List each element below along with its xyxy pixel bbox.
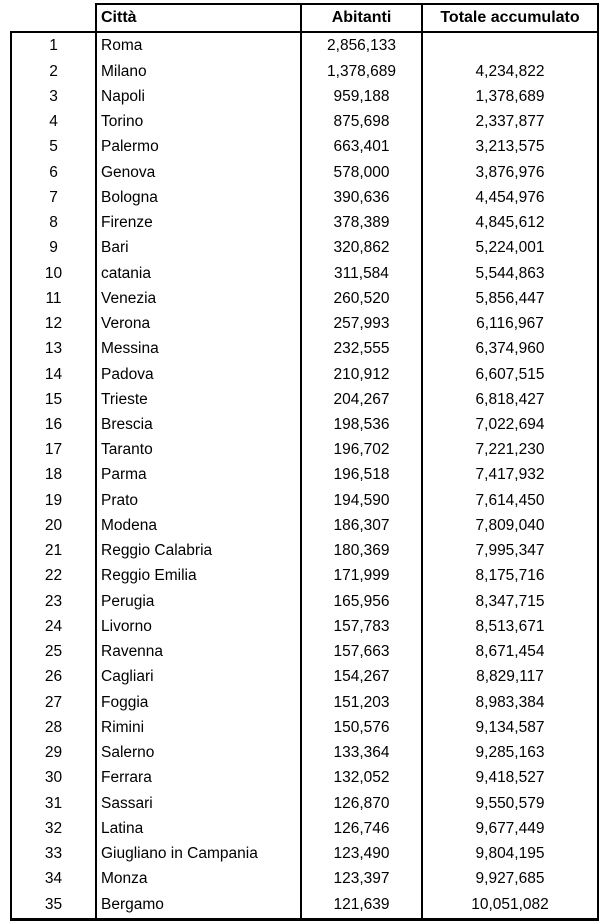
table-row [11, 639, 598, 664]
abitanti-cell: 186,307 [301, 513, 422, 538]
abitanti-cell: 196,518 [301, 463, 422, 488]
city-cell: Cagliari [96, 664, 301, 689]
abitanti-cell: 133,364 [301, 740, 422, 765]
abitanti-cell: 578,000 [301, 160, 422, 185]
totale-cell: 7,809,040 [422, 513, 598, 538]
abitanti-cell: 260,520 [301, 286, 422, 311]
city-cell: Reggio Emilia [96, 564, 301, 589]
totale-cell: 6,818,427 [422, 387, 598, 412]
abitanti-cell: 151,203 [301, 690, 422, 715]
header-row [11, 4, 598, 32]
totale-cell: 2,337,877 [422, 109, 598, 134]
city-cell: Napoli [96, 84, 301, 109]
totale-cell: 8,671,454 [422, 639, 598, 664]
city-cell: Rimini [96, 715, 301, 740]
abitanti-cell: 2,856,133 [301, 32, 422, 59]
table-row [11, 32, 598, 59]
table-row [11, 538, 598, 563]
rank-cell: 29 [11, 740, 96, 765]
abitanti-cell: 194,590 [301, 488, 422, 513]
abitanti-cell: 126,870 [301, 791, 422, 816]
city-cell: Sassari [96, 791, 301, 816]
rank-cell: 24 [11, 614, 96, 639]
abitanti-cell: 132,052 [301, 765, 422, 790]
city-cell: Monza [96, 866, 301, 891]
rank-cell: 9 [11, 236, 96, 261]
city-population-table [10, 3, 599, 921]
totale-cell: 8,513,671 [422, 614, 598, 639]
totale-cell [422, 32, 598, 59]
table-row [11, 336, 598, 361]
rank-cell: 11 [11, 286, 96, 311]
totale-cell: 3,213,575 [422, 135, 598, 160]
table-row [11, 463, 598, 488]
rank-cell: 21 [11, 538, 96, 563]
rank-cell: 18 [11, 463, 96, 488]
city-cell: Padova [96, 362, 301, 387]
totale-cell: 7,221,230 [422, 437, 598, 462]
totale-cell: 6,374,960 [422, 336, 598, 361]
abitanti-cell: 378,389 [301, 210, 422, 235]
table-row [11, 362, 598, 387]
rank-cell: 6 [11, 160, 96, 185]
totale-cell: 8,347,715 [422, 589, 598, 614]
rank-cell: 7 [11, 185, 96, 210]
table-row [11, 791, 598, 816]
city-cell: Verona [96, 311, 301, 336]
abitanti-cell: 196,702 [301, 437, 422, 462]
column-header-abitanti: Abitanti [301, 4, 422, 32]
city-cell: Milano [96, 59, 301, 84]
abitanti-cell: 959,188 [301, 84, 422, 109]
totale-cell: 9,285,163 [422, 740, 598, 765]
table-row [11, 135, 598, 160]
table-row [11, 892, 598, 920]
rank-cell: 13 [11, 336, 96, 361]
city-cell: Livorno [96, 614, 301, 639]
rank-cell: 31 [11, 791, 96, 816]
city-cell: Reggio Calabria [96, 538, 301, 563]
column-header-citta: Città [96, 4, 301, 32]
city-cell: Salerno [96, 740, 301, 765]
table-row [11, 412, 598, 437]
totale-cell: 9,927,685 [422, 866, 598, 891]
totale-cell: 9,134,587 [422, 715, 598, 740]
abitanti-cell: 121,639 [301, 892, 422, 920]
abitanti-cell: 126,746 [301, 816, 422, 841]
table-row [11, 816, 598, 841]
city-cell: Brescia [96, 412, 301, 437]
corner-cell [11, 4, 96, 32]
rank-cell: 32 [11, 816, 96, 841]
rank-cell: 4 [11, 109, 96, 134]
city-cell: Ravenna [96, 639, 301, 664]
table-row [11, 236, 598, 261]
table-row [11, 564, 598, 589]
rank-cell: 19 [11, 488, 96, 513]
city-cell: Messina [96, 336, 301, 361]
rank-cell: 17 [11, 437, 96, 462]
abitanti-cell: 875,698 [301, 109, 422, 134]
table-row [11, 715, 598, 740]
totale-cell: 7,417,932 [422, 463, 598, 488]
totale-cell: 10,051,082 [422, 892, 598, 920]
table-row [11, 160, 598, 185]
column-header-totale-accumulato: Totale accumulato [422, 4, 598, 32]
city-cell: Latina [96, 816, 301, 841]
totale-cell: 9,418,527 [422, 765, 598, 790]
table-row [11, 387, 598, 412]
table-row [11, 740, 598, 765]
totale-cell: 6,607,515 [422, 362, 598, 387]
rank-cell: 26 [11, 664, 96, 689]
abitanti-cell: 154,267 [301, 664, 422, 689]
city-cell: Parma [96, 463, 301, 488]
abitanti-cell: 157,783 [301, 614, 422, 639]
abitanti-cell: 165,956 [301, 589, 422, 614]
table-row [11, 841, 598, 866]
table-row [11, 311, 598, 336]
table-row [11, 765, 598, 790]
totale-cell: 4,234,822 [422, 59, 598, 84]
totale-cell: 7,995,347 [422, 538, 598, 563]
abitanti-cell: 180,369 [301, 538, 422, 563]
table-row [11, 437, 598, 462]
abitanti-cell: 663,401 [301, 135, 422, 160]
table-row [11, 513, 598, 538]
abitanti-cell: 123,490 [301, 841, 422, 866]
city-cell: Bergamo [96, 892, 301, 920]
table-row [11, 614, 598, 639]
city-cell: Modena [96, 513, 301, 538]
rank-cell: 35 [11, 892, 96, 920]
abitanti-cell: 257,993 [301, 311, 422, 336]
totale-cell: 5,856,447 [422, 286, 598, 311]
rank-cell: 16 [11, 412, 96, 437]
abitanti-cell: 171,999 [301, 564, 422, 589]
rank-cell: 20 [11, 513, 96, 538]
table-row [11, 185, 598, 210]
city-cell: Palermo [96, 135, 301, 160]
rank-cell: 1 [11, 32, 96, 59]
city-cell: Taranto [96, 437, 301, 462]
city-cell: Trieste [96, 387, 301, 412]
abitanti-cell: 311,584 [301, 261, 422, 286]
rank-cell: 25 [11, 639, 96, 664]
totale-cell: 5,224,001 [422, 236, 598, 261]
totale-cell: 7,614,450 [422, 488, 598, 513]
table-row [11, 84, 598, 109]
city-cell: Bari [96, 236, 301, 261]
rank-cell: 28 [11, 715, 96, 740]
abitanti-cell: 390,636 [301, 185, 422, 210]
totale-cell: 8,175,716 [422, 564, 598, 589]
totale-cell: 3,876,976 [422, 160, 598, 185]
rank-cell: 30 [11, 765, 96, 790]
rank-cell: 2 [11, 59, 96, 84]
table-row [11, 286, 598, 311]
table-body [11, 32, 598, 920]
city-cell: Ferrara [96, 765, 301, 790]
city-cell: Venezia [96, 286, 301, 311]
abitanti-cell: 150,576 [301, 715, 422, 740]
table-row [11, 210, 598, 235]
city-cell: Roma [96, 32, 301, 59]
city-cell: Foggia [96, 690, 301, 715]
city-cell: catania [96, 261, 301, 286]
totale-cell: 4,845,612 [422, 210, 598, 235]
totale-cell: 5,544,863 [422, 261, 598, 286]
abitanti-cell: 232,555 [301, 336, 422, 361]
city-cell: Prato [96, 488, 301, 513]
city-cell: Firenze [96, 210, 301, 235]
table-row [11, 488, 598, 513]
city-cell: Giugliano in Campania [96, 841, 301, 866]
abitanti-cell: 157,663 [301, 639, 422, 664]
city-cell: Genova [96, 160, 301, 185]
totale-cell: 4,454,976 [422, 185, 598, 210]
table-row [11, 589, 598, 614]
rank-cell: 3 [11, 84, 96, 109]
abitanti-cell: 1,378,689 [301, 59, 422, 84]
abitanti-cell: 198,536 [301, 412, 422, 437]
table-row [11, 664, 598, 689]
table-row [11, 59, 598, 84]
abitanti-cell: 123,397 [301, 866, 422, 891]
totale-cell: 9,677,449 [422, 816, 598, 841]
rank-cell: 33 [11, 841, 96, 866]
table-row [11, 866, 598, 891]
rank-cell: 14 [11, 362, 96, 387]
rank-cell: 15 [11, 387, 96, 412]
abitanti-cell: 210,912 [301, 362, 422, 387]
rank-cell: 8 [11, 210, 96, 235]
rank-cell: 22 [11, 564, 96, 589]
rank-cell: 27 [11, 690, 96, 715]
totale-cell: 1,378,689 [422, 84, 598, 109]
rank-cell: 34 [11, 866, 96, 891]
rank-cell: 12 [11, 311, 96, 336]
city-cell: Bologna [96, 185, 301, 210]
totale-cell: 7,022,694 [422, 412, 598, 437]
abitanti-cell: 320,862 [301, 236, 422, 261]
table-row [11, 109, 598, 134]
city-cell: Perugia [96, 589, 301, 614]
abitanti-cell: 204,267 [301, 387, 422, 412]
totale-cell: 9,804,195 [422, 841, 598, 866]
table-row [11, 261, 598, 286]
rank-cell: 23 [11, 589, 96, 614]
totale-cell: 6,116,967 [422, 311, 598, 336]
totale-cell: 8,983,384 [422, 690, 598, 715]
city-cell: Torino [96, 109, 301, 134]
totale-cell: 8,829,117 [422, 664, 598, 689]
table-row [11, 690, 598, 715]
rank-cell: 5 [11, 135, 96, 160]
rank-cell: 10 [11, 261, 96, 286]
totale-cell: 9,550,579 [422, 791, 598, 816]
